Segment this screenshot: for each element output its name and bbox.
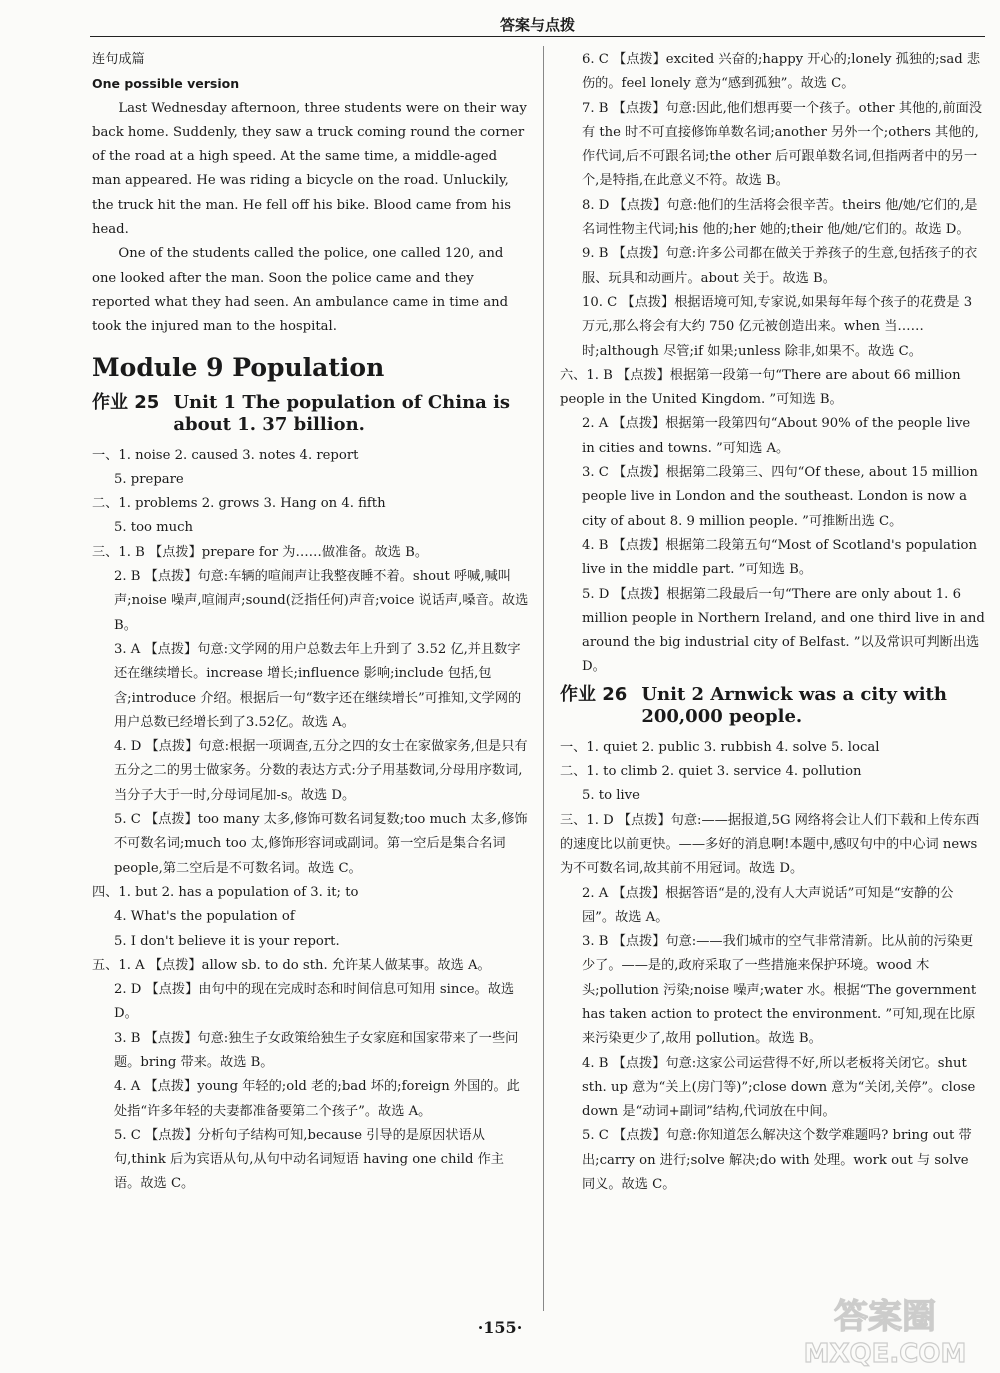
answer-line: 2. A 【点拨】根据第一段第四句“About 90% of the people live in cities and towns. ”可知选 A。 xyxy=(582,416,971,456)
answer-line: 3. A 【点拨】句意:文学网的用户总数去年上升到了 3.52 亿,并且数字还在继续增长。increase 增长;influence 影响;include 包括,包含;introduce 介绍。根据后一句“数字还在继续增长”可推知,文学网的用户总数已经增长到了3.52亿。故选 A。 xyxy=(114,641,522,730)
answer-line: 7. B 【点拨】句意:因此,他们想再要一个孩子。other 其他的,前面没有 the 时不可直接修饰单数名词;another 另外一个;others 其他的,作代词,后不可跟名词;the other 后可跟单数名词,但指两者中的另一个,是特指,在此意义不符。故选 B。 xyxy=(582,100,983,189)
answer-list xyxy=(560,48,985,680)
answer-line: 3. B 【点拨】句意:独生子女政策给独生子女家庭和国家带来了一些问题。bring 带来。故选 B。 xyxy=(114,1030,519,1070)
header-rule xyxy=(90,36,985,37)
watermark-logo xyxy=(780,1290,990,1370)
answer-line: 六、1. B 【点拨】根据第一段第一句“There are about 66 million people in the United Kingdom. ”可知选 B。 xyxy=(560,367,961,408)
answer-list xyxy=(92,444,529,1197)
version-label: One possible version xyxy=(92,76,240,92)
answer-line: 五、1. A 【点拨】allow sb. to do sth. 允许某人做某事。故选 A。 xyxy=(92,957,491,973)
homework-title: Unit 1 The population of China is about 1. 37 billion. xyxy=(173,391,511,435)
homework-number: 作业 26 xyxy=(560,683,628,705)
module-title: Module 9 Population xyxy=(92,352,385,382)
answer-line: 3. B 【点拨】句意:——我们城市的空气非常清新。比从前的污染更少了。——是的,政府采取了一些措施来保护环境。wood 木头;pollution 污染;noise 噪声;water 水。根据“The government has taken action to protect the environment. ”可知,现在比原来污染更少了,故用 pollution。故选 B。 xyxy=(582,934,977,1047)
answer-line: 三、1. B 【点拨】prepare for 为……做准备。故选 B。 xyxy=(92,544,429,560)
svg-text:MXQE.COM: MXQE.COM xyxy=(803,1339,967,1369)
answer-line: 5. I don't believe it is your report. xyxy=(114,933,340,949)
answer-line: 四、1. but 2. has a population of 3. it; to xyxy=(92,884,359,900)
answer-line: 一、1. quiet 2. public 3. rubbish 4. solve 5. local xyxy=(560,739,880,755)
answer-line: 4. B 【点拨】根据第二段第五句“Most of Scotland's population live in the middle part. ”可知选 B。 xyxy=(582,537,977,578)
running-header: 答案与点拨 xyxy=(499,16,575,34)
answer-line: 2. A 【点拨】根据答语“是的,没有人大声说话”可知是“安静的公园”。故选 A。 xyxy=(582,885,954,925)
answer-line: 5. to live xyxy=(582,788,640,804)
answer-line: 10. C 【点拨】根据语境可知,专家说,如果每年每个孩子的花费是 3 万元,那么将会有大约 750 亿元被创造出来。when 当……时;although 尽管;if 如果;unless 除非,如果不。故选 C。 xyxy=(582,294,973,359)
essay-paragraph: Last Wednesday afternoon, three students were on their way back home. Suddenly, they saw a truck coming round the corner of the road at a high speed. At the same time, a middle-aged man appeared. He was riding a bicycle on the road. Unluckily, the truck hit the man. He fell off his bike. Blood came from his head. xyxy=(92,100,527,238)
left-column xyxy=(92,48,529,1197)
answer-line: 5. C 【点拨】句意:你知道怎么解决这个数学难题吗? bring out 带出;carry on 进行;solve 解决;do with 处理。work out 与 solve 同义。故选 C。 xyxy=(582,1128,972,1193)
answer-line: 5. C 【点拨】分析句子结构可知,because 引导的是原因状语从句,think 后为宾语从句,从句中动名词短语 having one child 作主语。故选 C。 xyxy=(114,1127,504,1192)
answer-line: 一、1. noise 2. caused 3. notes 4. report xyxy=(92,447,359,463)
answer-line: 三、1. D 【点拨】句意:——据报道,5G 网络将会让人们下载和上传东西的速度比以前更快。——多好的消息啊!本题中,感叹句中的中心词 news 为不可数名词,故其前不用冠词。故选 D。 xyxy=(560,812,980,877)
homework-heading xyxy=(560,684,985,728)
answer-line: 8. D 【点拨】句意:他们的生活将会很辛苦。theirs 他/她/它们的,是名词性物主代词;his 他的;her 她的;their 他/她/它们的。故选 D。 xyxy=(582,197,978,238)
answer-line: 4. A 【点拨】young 年轻的;old 老的;bad 坏的;foreign 外国的。此处指“许多年轻的夫妻都准备要第二个孩子”。故选 A。 xyxy=(114,1079,520,1119)
answer-line: 5. C 【点拨】too many 太多,修饰可数名词复数;too much 太多,修饰不可数名词;much too 太,修饰形容词或副词。第一空后是集合名词 people,第二空后是不可数名词。故选 C。 xyxy=(114,812,528,876)
page-number: ·155· xyxy=(477,1318,523,1337)
homework-number: 作业 25 xyxy=(92,391,160,413)
answer-line: 2. B 【点拨】句意:车辆的喧闹声让我整夜睡不着。shout 呼喊,喊叫声;noise 噪声,喧闹声;sound(泛指任何)声音;voice 说话声,嗓音。故选 B。 xyxy=(114,569,529,633)
answer-line: 二、1. problems 2. grows 3. Hang on 4. fifth xyxy=(92,496,386,512)
answer-line: 二、1. to climb 2. quiet 3. service 4. pollution xyxy=(560,764,862,780)
intro-title: 连句成篇 xyxy=(92,52,145,67)
right-column xyxy=(560,48,985,1197)
answer-line: 5. prepare xyxy=(114,471,184,487)
answer-line: 5. too much xyxy=(114,520,194,536)
answer-line: 3. C 【点拨】根据第二段第三、四句“Of these, about 15 million people live in London and the southeast. London is now a city of about 8. 9 million people. ”可推断出选 C。 xyxy=(582,465,978,529)
homework-heading xyxy=(92,392,529,436)
answer-line: 4. What's the population of xyxy=(114,909,295,925)
answer-line: 2. D 【点拨】由句中的现在完成时态和时间信息可知用 since。故选 D。 xyxy=(114,982,515,1022)
answer-list xyxy=(560,736,985,1198)
svg-text:答案圈: 答案圈 xyxy=(834,1297,936,1337)
essay-paragraph: One of the students called the police, one called 120, and one looked after the man. Soon the police came and they reported what they had seen. An ambulance came in time and took the injured man to the hospital. xyxy=(92,246,509,335)
answer-line: 4. D 【点拨】句意:根据一项调查,五分之四的女士在家做家务,但是只有五分之二的男士做家务。分数的表达方式:分子用基数词,分母用序数词,当分子大于一时,分母词尾加-s。故选 D。 xyxy=(114,739,528,803)
column-divider xyxy=(543,46,544,1311)
answer-line: 6. C 【点拨】excited 兴奋的;happy 开心的;lonely 孤独的;sad 悲伤的。feel lonely 意为“感到孤独”。故选 C。 xyxy=(582,52,981,92)
homework-title: Unit 2 Arnwick was a city with 200,000 people. xyxy=(641,683,947,727)
answer-line: 4. B 【点拨】句意:这家公司运营得不好,所以老板将关闭它。shut sth. up 意为“关上(房门等)”;close down 意为“关闭,关停”。close down 是“动词+副词”结构,代词放在中间。 xyxy=(582,1055,976,1120)
answer-line: 9. B 【点拨】句意:许多公司都在做关于养孩子的生意,包括孩子的衣服、玩具和动画片。about 关于。故选 B。 xyxy=(582,246,978,286)
answer-line: 5. D 【点拨】根据第二段最后一句“There are only about 1. 6 million people in Northern Ireland, and one third live in and around the big industrial city of Belfast. ”以及常识可判断出选 D。 xyxy=(582,586,985,675)
